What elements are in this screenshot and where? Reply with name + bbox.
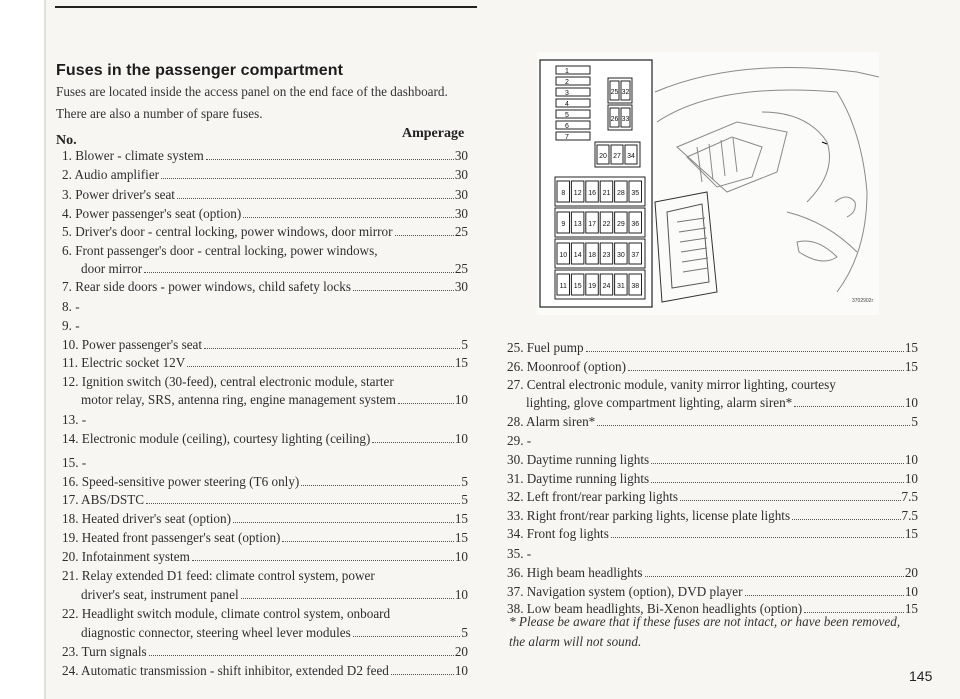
leader-dots <box>161 178 454 179</box>
fuse-amperage: 15 <box>904 526 918 541</box>
fuse-label-8: 8 <box>561 190 566 197</box>
fuse-label-36: 36 <box>631 221 640 228</box>
fuse-description: 28. Alarm siren* <box>507 414 596 429</box>
fuse-row <box>62 187 468 203</box>
fuse-amperage: 10 <box>454 431 468 446</box>
fuse-description: motor relay, SRS, antenna ring, engine management system <box>81 392 396 407</box>
page-number: 145 <box>909 668 933 684</box>
leader-dots <box>611 537 904 538</box>
fuse-row: 13. - <box>62 412 87 427</box>
fuse-description: 7. Rear side doors - power windows, child safety locks <box>62 279 351 294</box>
fuse-amperage: 30 <box>454 167 468 182</box>
fuse-description: 38. Low beam headlights, Bi-Xenon headlights (option) <box>507 601 803 616</box>
fuse-2 <box>556 77 590 85</box>
fuse-description: 34. Front fog lights <box>507 526 609 541</box>
fuse-description: 14. Electronic module (ceiling), courtesy lighting (ceiling) <box>62 431 371 446</box>
fuse-amperage: 5 <box>461 474 468 489</box>
fuse-row <box>507 359 918 375</box>
fuse-label-21: 21 <box>602 190 611 197</box>
fuse-label-14: 14 <box>573 252 582 259</box>
fuse-row <box>507 471 918 487</box>
fuse-description: 18. Heated driver's seat (option) <box>62 511 231 526</box>
fuse-description: 16. Speed-sensitive power steering (T6 only) <box>62 474 300 489</box>
fuse-row <box>62 431 468 447</box>
fuse-amperage: 7.5 <box>901 489 918 504</box>
fuse-row: 27. Central electronic module, vanity mirror lighting, courtesy <box>507 377 836 392</box>
leader-dots <box>372 442 453 443</box>
fuse-description: 11. Electric socket 12V <box>62 355 186 370</box>
column-header-no: No. <box>56 133 77 148</box>
leader-dots <box>651 482 904 483</box>
fuse-row: 15. - <box>62 455 87 470</box>
leader-dots <box>804 612 904 613</box>
leader-dots <box>391 674 454 675</box>
fuse-amperage: 5 <box>461 625 468 640</box>
fuse-description: 1. Blower - climate system <box>62 148 204 163</box>
fuse-label-33: 33 <box>621 116 630 123</box>
fuse-amperage: 10 <box>454 549 468 564</box>
intro-line-1: Fuses are located inside the access panel on the end face of the dashboard. <box>56 84 448 99</box>
fuse-description: driver's seat, instrument panel <box>81 587 239 602</box>
fuse-label-9: 9 <box>561 221 566 228</box>
fuse-row <box>62 337 468 353</box>
fuse-label-22: 22 <box>602 221 611 228</box>
fuse-amperage: 7.5 <box>901 508 918 523</box>
leader-dots <box>301 485 460 486</box>
fuse-amperage: 30 <box>454 279 468 294</box>
leader-dots <box>628 370 904 371</box>
fuse-row <box>81 625 468 641</box>
fuse-description: 31. Daytime running lights <box>507 471 650 486</box>
fuse-label-32: 32 <box>621 89 630 96</box>
fuse-label-35: 35 <box>631 190 640 197</box>
fuse-label-2: 2 <box>565 79 569 86</box>
fuse-row <box>62 206 468 222</box>
fuse-row <box>62 530 468 546</box>
leader-dots <box>187 366 454 367</box>
leader-dots <box>192 560 454 561</box>
fuse-row <box>62 644 468 660</box>
fuse-amperage: 30 <box>454 187 468 202</box>
fuse-description: 37. Navigation system (option), DVD player <box>507 584 743 599</box>
fuse-description: lighting, glove compartment lighting, alarm siren* <box>526 395 793 410</box>
column-header-amperage: Amperage <box>402 126 465 141</box>
leader-dots <box>149 655 454 656</box>
fuse-row <box>62 224 468 240</box>
fuse-amperage: 5 <box>911 414 918 429</box>
fuse-description: 25. Fuel pump <box>507 340 584 355</box>
fuse-row: 22. Headlight switch module, climate control system, onboard <box>62 606 391 621</box>
fuse-label-16: 16 <box>588 190 596 197</box>
fuse-box-diagram <box>537 52 879 315</box>
fuse-row <box>62 167 468 183</box>
fuse-row <box>507 414 918 430</box>
fuse-label-11: 11 <box>559 283 567 290</box>
fuse-description: diagnostic connector, steering wheel lever modules <box>81 625 351 640</box>
leader-dots <box>177 198 454 199</box>
leader-dots <box>398 403 454 404</box>
fuse-amperage: 5 <box>461 337 468 352</box>
footnote-line-1: * Please be aware that if these fuses are not intact, or have been removed, <box>509 614 901 629</box>
leader-dots <box>645 576 904 577</box>
fuse-amperage: 25 <box>454 261 468 276</box>
fuse-3 <box>556 88 590 96</box>
figure-code: 3702902r <box>852 298 874 304</box>
fuse-row: 6. Front passenger's door - central locking, power windows, <box>62 243 378 258</box>
fuse-description: 30. Daytime running lights <box>507 452 650 467</box>
fuse-6 <box>556 121 590 129</box>
fuse-amperage: 10 <box>904 471 918 486</box>
fuse-row: 12. Ignition switch (30-feed), central electronic module, starter <box>62 374 394 389</box>
fuse-description: 33. Right front/rear parking lights, license plate lights <box>507 508 791 523</box>
fuse-label-28: 28 <box>617 190 625 197</box>
fuse-label-12: 12 <box>573 190 582 197</box>
fuse-row: 29. - <box>507 433 532 448</box>
fuse-amperage: 20 <box>454 644 468 659</box>
fuse-label-17: 17 <box>588 221 596 228</box>
fuse-amperage: 15 <box>904 601 918 616</box>
fuse-description: 3. Power driver's seat <box>62 187 175 202</box>
fuse-amperage: 10 <box>904 452 918 467</box>
fuse-description: 10. Power passenger's seat <box>62 337 203 352</box>
fuse-row <box>81 261 468 277</box>
page-margin <box>0 0 44 699</box>
fuse-description: door mirror <box>81 261 143 276</box>
fuse-description: 26. Moonroof (option) <box>507 359 627 374</box>
fuse-row: 35. - <box>507 546 532 561</box>
fuse-label-30: 30 <box>617 252 625 259</box>
fuse-row: 8. - <box>62 299 80 314</box>
fuse-amperage: 15 <box>454 355 468 370</box>
fuse-label-4: 4 <box>565 101 569 108</box>
fuse-label-34: 34 <box>627 153 635 160</box>
fuse-4 <box>556 99 590 107</box>
fuse-label-31: 31 <box>617 283 625 290</box>
fuse-label-25: 25 <box>610 89 619 96</box>
leader-dots <box>395 235 454 236</box>
fuse-amperage: 5 <box>461 492 468 507</box>
top-rule <box>55 6 477 8</box>
fuse-row <box>62 474 468 490</box>
fuse-amperage: 10 <box>904 395 918 410</box>
fuse-label-5: 5 <box>565 112 569 119</box>
leader-dots <box>241 598 454 599</box>
fuse-label-1: 1 <box>565 68 569 75</box>
fuse-label-6: 6 <box>565 123 569 130</box>
leader-dots <box>144 272 454 273</box>
fuse-row <box>507 526 918 542</box>
leader-dots <box>597 425 910 426</box>
fuse-label-7: 7 <box>565 134 569 141</box>
fuse-label-24: 24 <box>602 283 611 290</box>
fuse-amperage: 30 <box>454 148 468 163</box>
fuse-row: 21. Relay extended D1 feed: climate control system, power <box>62 568 375 583</box>
fuse-description: 4. Power passenger's seat (option) <box>62 206 242 221</box>
page-margin-line <box>44 0 46 699</box>
fuse-row <box>62 549 468 565</box>
leader-dots <box>204 348 460 349</box>
leader-dots <box>146 503 460 504</box>
fuse-label-15: 15 <box>573 283 582 290</box>
fuse-row <box>507 452 918 468</box>
leader-dots <box>353 636 461 637</box>
fuse-row <box>81 392 468 408</box>
fuse-amperage: 15 <box>904 359 918 374</box>
fuse-description: 32. Left front/rear parking lights <box>507 489 679 504</box>
fuse-amperage: 20 <box>904 565 918 580</box>
fuse-label-27: 27 <box>613 153 621 160</box>
fuse-row <box>507 489 918 505</box>
section-heading: Fuses in the passenger compartment <box>56 62 344 79</box>
fuse-row <box>62 279 468 295</box>
fuse-description: 2. Audio amplifier <box>62 167 160 182</box>
fuse-description: 36. High beam headlights <box>507 565 643 580</box>
fuse-row <box>62 492 468 508</box>
fuse-amperage: 10 <box>454 587 468 602</box>
fuse-description: 23. Turn signals <box>62 644 147 659</box>
fuse-7 <box>556 132 590 140</box>
intro-line-2: There are also a number of spare fuses. <box>56 106 263 121</box>
fuse-row <box>526 395 918 411</box>
leader-dots <box>353 290 454 291</box>
fuse-amperage: 15 <box>454 511 468 526</box>
fuse-row <box>62 355 468 371</box>
leader-dots <box>680 500 900 501</box>
fuse-amperage: 15 <box>454 530 468 545</box>
fuse-row <box>507 584 918 600</box>
fuse-label-13: 13 <box>573 221 582 228</box>
fuse-box-figure <box>537 52 879 315</box>
fuse-description: 5. Driver's door - central locking, power windows, door mirror <box>62 224 393 239</box>
leader-dots <box>792 519 900 520</box>
fuse-5 <box>556 110 590 118</box>
fuse-amperage: 25 <box>454 224 468 239</box>
fuse-label-20: 20 <box>599 153 607 160</box>
fuse-label-19: 19 <box>588 283 596 290</box>
fuse-amperage: 15 <box>904 340 918 355</box>
leader-dots <box>586 351 904 352</box>
fuse-label-23: 23 <box>602 252 611 259</box>
leader-dots <box>282 541 453 542</box>
fuse-amperage: 30 <box>454 206 468 221</box>
fuse-row <box>62 148 468 164</box>
leader-dots <box>206 159 454 160</box>
leader-dots <box>243 217 454 218</box>
fuse-row <box>62 663 468 679</box>
fuse-label-38: 38 <box>631 283 640 290</box>
fuse-description: 24. Automatic transmission - shift inhibitor, extended D2 feed <box>62 663 389 678</box>
leader-dots <box>794 406 904 407</box>
fuse-row <box>507 340 918 356</box>
fuse-row <box>62 511 468 527</box>
fuse-label-10: 10 <box>559 252 568 259</box>
fuse-description: 20. Infotainment system <box>62 549 190 564</box>
fuse-label-37: 37 <box>631 252 640 259</box>
fuse-label-26: 26 <box>610 116 619 123</box>
fuse-amperage: 10 <box>454 663 468 678</box>
fuse-description: 17. ABS/DSTC <box>62 492 145 507</box>
leader-dots <box>651 463 904 464</box>
fuse-row: 9. - <box>62 318 80 333</box>
fuse-amperage: 10 <box>454 392 468 407</box>
fuse-amperage: 10 <box>904 584 918 599</box>
fuse-label-18: 18 <box>588 252 596 259</box>
fuse-row <box>81 587 468 603</box>
fuse-description: 19. Heated front passenger's seat (option) <box>62 530 281 545</box>
fuse-row <box>507 565 918 581</box>
fuse-row <box>507 508 918 524</box>
fuse-label-3: 3 <box>565 90 569 97</box>
footnote-line-2: the alarm will not sound. <box>509 634 642 649</box>
leader-dots <box>233 522 454 523</box>
fuse-1 <box>556 66 590 74</box>
dashboard-sketch <box>655 68 879 303</box>
leader-dots <box>745 595 904 596</box>
fuse-label-29: 29 <box>617 221 625 228</box>
